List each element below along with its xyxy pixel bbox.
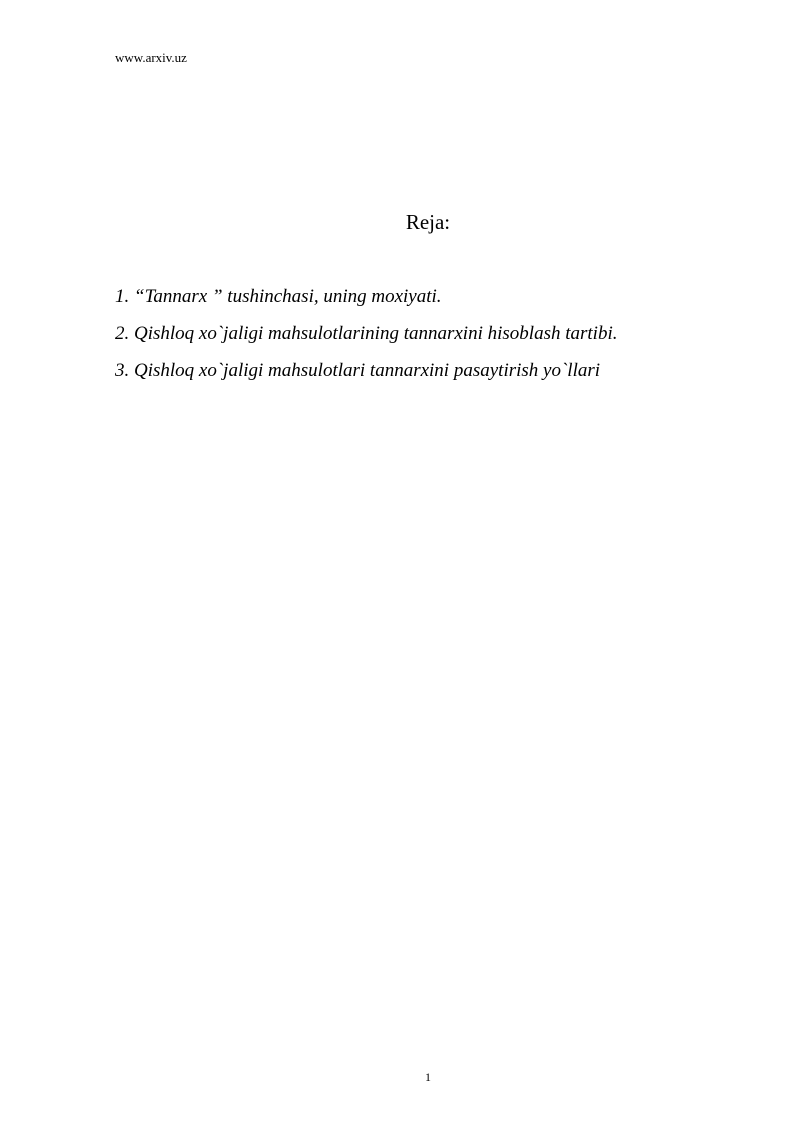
plan-list — [115, 285, 785, 396]
plan-title: Reja: — [405, 210, 451, 234]
page-number: 1 — [425, 1070, 431, 1084]
plan-item-2: 2. Qishloq xo`jaligi mahsulotlarining tannarxini hisoblash tartibi. — [115, 323, 618, 344]
plan-item-1: 1. “Tannarx ” tushinchasi, uning moxiyati. — [115, 286, 442, 307]
header-url: www.arxiv.uz — [115, 50, 187, 65]
plan-item-3: 3. Qishloq xo`jaligi mahsulotlari tannarxini pasaytirish yo`llari — [115, 360, 601, 381]
